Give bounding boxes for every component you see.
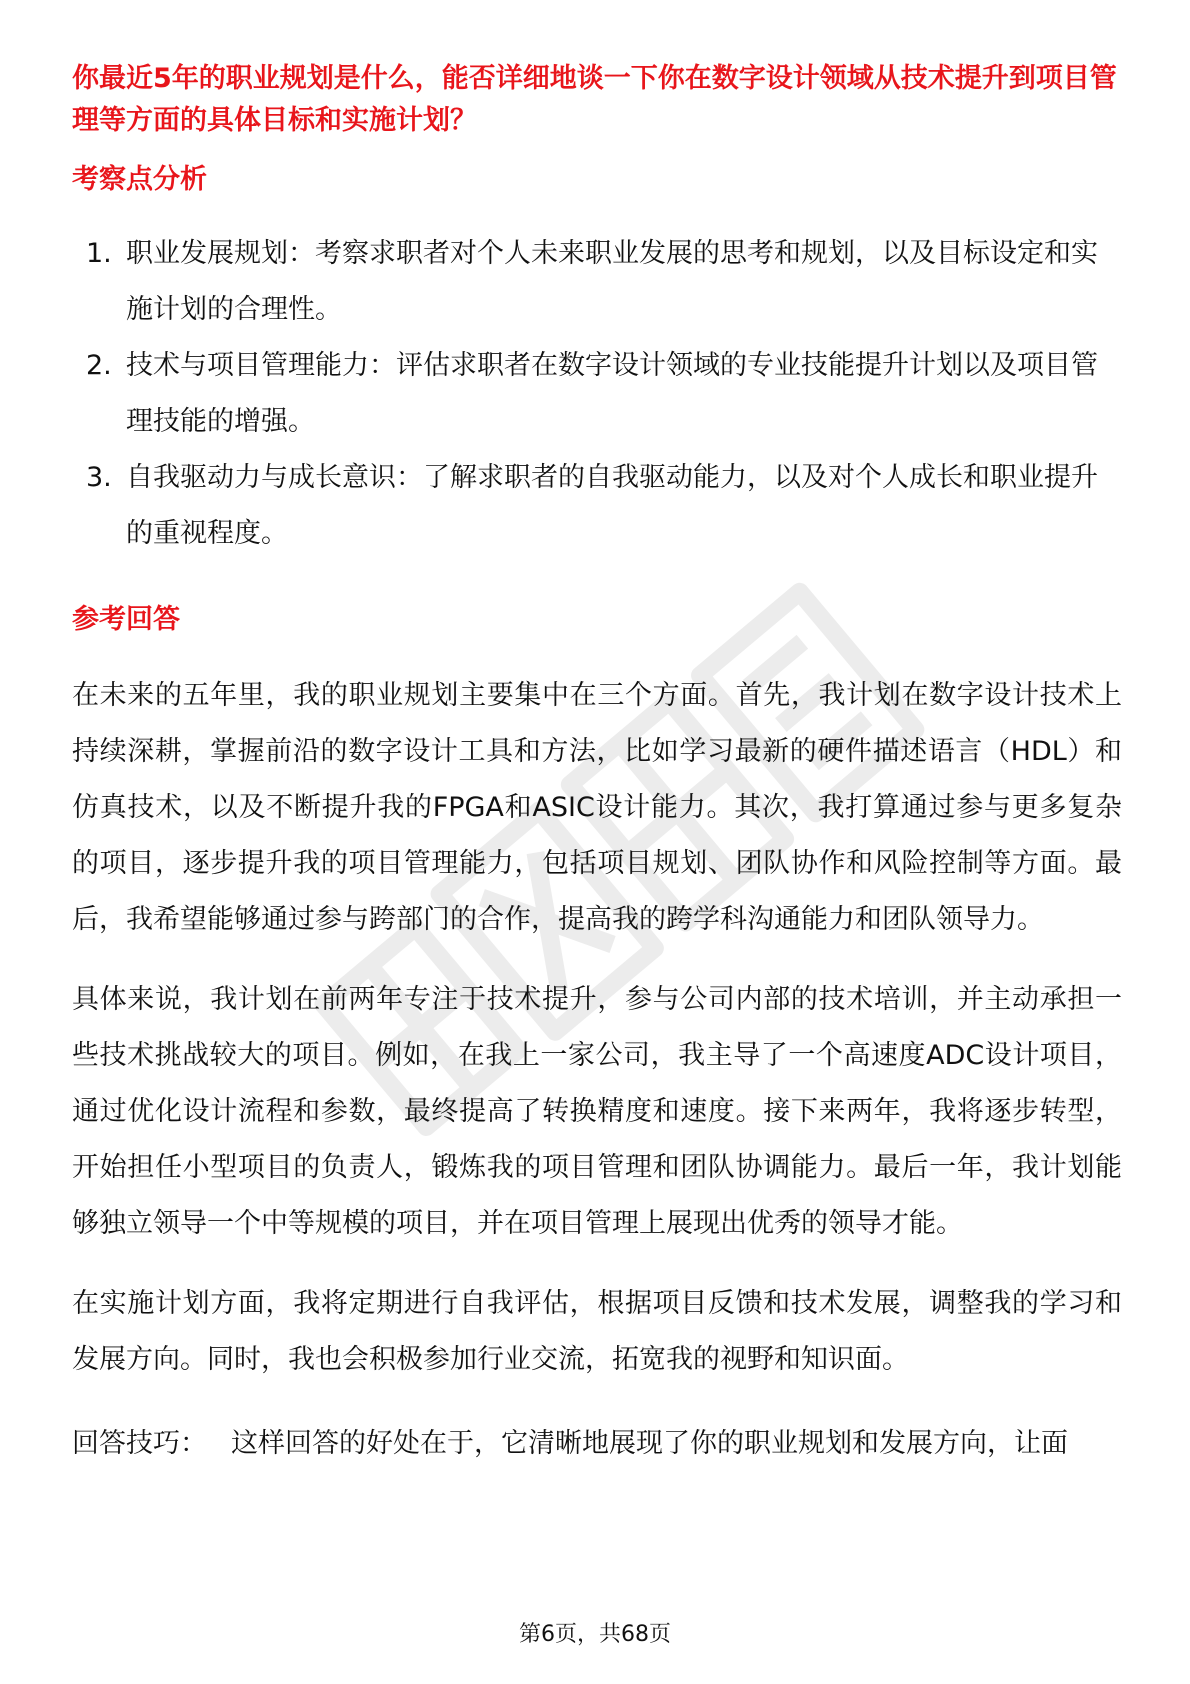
list-item-number: 3. [86,462,112,493]
answer-heading: 参考回答 [72,604,180,635]
list-item [72,226,1122,338]
list-item [72,450,1122,562]
question-title: 你最近5年的职业规划是什么，能否详细地谈一下你在数字设计领域从技术提升到项目管理等方面的具体目标和实施计划？ [72,63,1117,136]
list-item-number: 2. [86,350,112,381]
answer-tip-label: 回答技巧： [72,1428,207,1459]
list-item-number: 1. [86,238,112,269]
list-item-text: 职业发展规划：考察求职者对个人未来职业发展的思考和规划，以及目标设定和实施计划的合理性。 [126,238,1098,325]
page-content [72,58,1122,1472]
answer-tip-text: 这样回答的好处在于，它清晰地展现了你的职业规划和发展方向，让面 [231,1428,1068,1459]
analysis-heading: 考察点分析 [72,164,207,195]
list-item [72,338,1122,450]
answer-paragraph: 具体来说，我计划在前两年专注于技术提升，参与公司内部的技术培训，并主动承担一些技术挑战较大的项目。例如，在我上一家公司，我主导了一个高速度ADC设计项目，通过优化设计流程和参数，最终提高了转换精度和速度。接下来两年，我将逐步转型，开始担任小型项目的负责人，锻炼我的项目管理和团队协调能力。最后一年，我计划能够独立领导一个中等规模的项目，并在项目管理上展现出优秀的领导才能。 [72,984,1122,1239]
analysis-points-list [72,226,1122,562]
list-item-text: 技术与项目管理能力：评估求职者在数字设计领域的专业技能提升计划以及项目管理技能的增强。 [126,350,1098,437]
answer-paragraph: 在未来的五年里，我的职业规划主要集中在三个方面。首先，我计划在数字设计技术上持续深耕，掌握前沿的数字设计工具和方法，比如学习最新的硬件描述语言（HDL）和仿真技术，以及不断提升我的FPGA和ASIC设计能力。其次，我打算通过参与更多复杂的项目，逐步提升我的项目管理能力，包括项目规划、团队协作和风险控制等方面。最后，我希望能够通过参与跨部门的合作，提高我的跨学科沟通能力和团队领导力。 [72,680,1122,935]
answer-tip [72,1416,1122,1472]
page-number-footer: 第6页，共68页 [519,1622,671,1647]
answer-paragraph: 在实施计划方面，我将定期进行自我评估，根据项目反馈和技术发展，调整我的学习和发展方向。同时，我也会积极参加行业交流，拓宽我的视野和知识面。 [72,1288,1122,1375]
list-item-text: 自我驱动力与成长意识：了解求职者的自我驱动能力，以及对个人成长和职业提升的重视程度。 [126,462,1098,549]
